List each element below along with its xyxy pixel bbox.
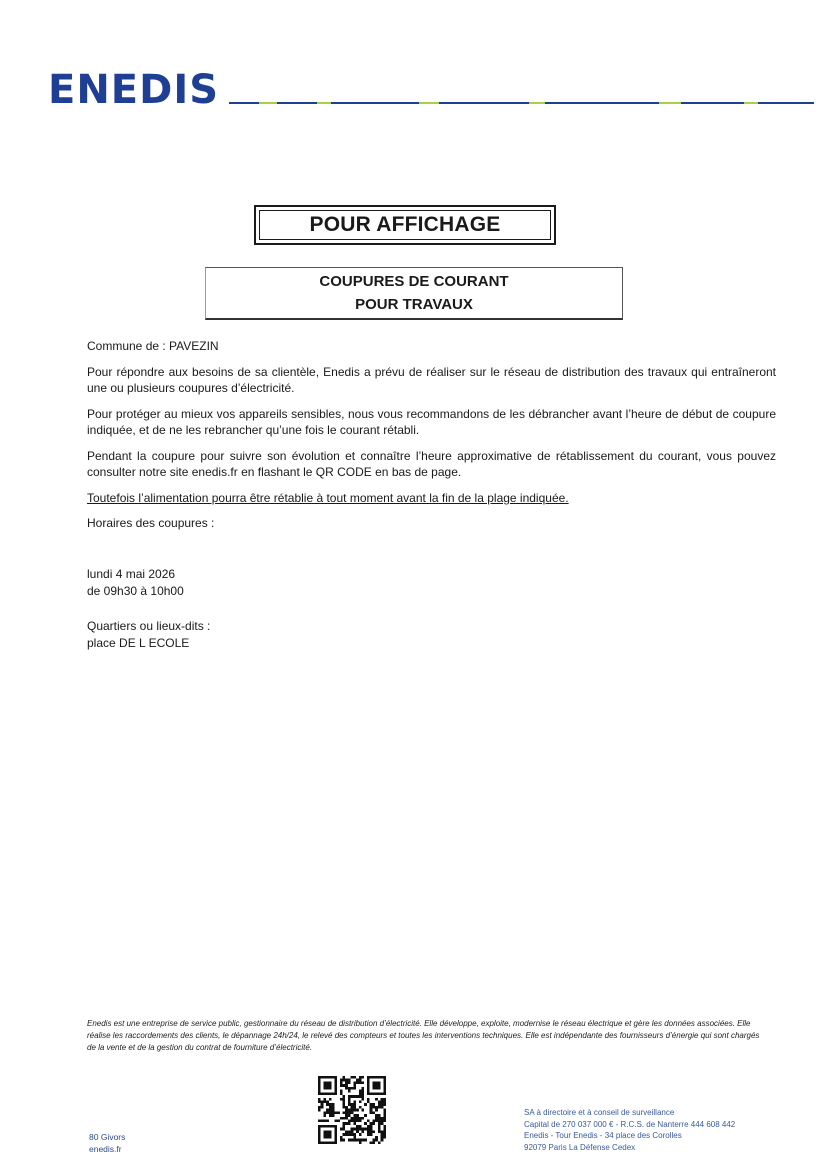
notice-body <box>87 338 776 541</box>
footer-disclaimer: Enedis est une entreprise de service public, gestionnaire du réseau de distribution d’électricité. Elle développe, exploite, modernise le réseau électrique et gère les données associées. Elle réalise les raccordements des clients, le dépannage 24h/24, le relevé des compteurs et toutes les interventions techniques. Elle est indépendante des fournisseurs d’énergie qui sont chargés de la vente et de la gestion du contrat de fourniture d’électricité. <box>87 1019 760 1052</box>
footer-right-line2: Capital de 270 037 000 € - R.C.S. de Nanterre 444 608 442 <box>524 1119 736 1129</box>
logo-text: ENEDIS <box>48 67 220 113</box>
rule-accent-dash <box>529 102 545 104</box>
commune: Commune de : PAVEZIN <box>87 339 219 353</box>
footer-right-line1: SA à directoire et à conseil de surveillance <box>524 1108 675 1117</box>
notice-label-box <box>254 205 556 245</box>
footer-right-line3: Enedis - Tour Enedis - 34 place des Corolles <box>524 1131 682 1140</box>
notice-label: POUR AFFICHAGE <box>259 210 551 240</box>
notice-title-box <box>205 267 623 320</box>
quartiers <box>87 618 210 651</box>
horaires-label: Horaires des coupures : <box>87 516 215 530</box>
header-rule <box>229 101 814 105</box>
paragraph-pendant: Pendant la coupure pour suivre son évolution et connaître l’heure approximative de rétablissement du courant, vous pouvez consulter notre site enedis.fr en flashant le QR CODE en bas de page. <box>87 448 776 479</box>
footer-right-line4: 92079 Paris La Défense Cedex <box>524 1142 636 1152</box>
rule-accent-dash <box>744 102 758 104</box>
quartiers-value: place DE L ECOLE <box>87 635 190 650</box>
rule-accent-dash <box>317 102 331 104</box>
footer-left-line1: 80 Givors <box>89 1132 126 1142</box>
rule-accent-dash <box>659 102 681 104</box>
rule-accent-dash <box>259 102 277 104</box>
paragraph-toutefois: Toutefois l’alimentation pourra être rétablie à tout moment avant la fin de la plage indiquée. <box>87 490 569 505</box>
quartiers-label: Quartiers ou lieux-dits : <box>87 619 211 633</box>
paragraph-proteger: Pour protéger au mieux vos appareils sensibles, nous vous recommandons de les débrancher avant l’heure de début de coupure indiquée, et de ne les rebrancher qu’une fois le courant rétabli. <box>87 406 776 437</box>
schedule-date: lundi 4 mai 2026 <box>87 567 176 581</box>
qr-modules <box>318 1076 386 1144</box>
rule-base <box>229 102 814 104</box>
notice-title-line1: COUPURES DE COURANT <box>319 273 509 290</box>
notice-title-line2: POUR TRAVAUX <box>355 296 473 313</box>
rule-accent-dash <box>419 102 439 104</box>
schedule-time: de 09h30 à 10h00 <box>87 583 184 598</box>
footer-website[interactable]: enedis.fr <box>89 1144 122 1154</box>
footer-left-address <box>89 1131 125 1155</box>
enedis-logo <box>48 66 220 113</box>
schedule <box>87 566 184 599</box>
footer-right-address <box>524 1107 735 1153</box>
qr-code[interactable] <box>318 1076 386 1144</box>
paragraph-besoins: Pour répondre aux besoins de sa clientèle, Enedis a prévu de réaliser sur le réseau de distribution des travaux qui entraîneront une ou plusieurs coupures d’électricité. <box>87 364 776 395</box>
